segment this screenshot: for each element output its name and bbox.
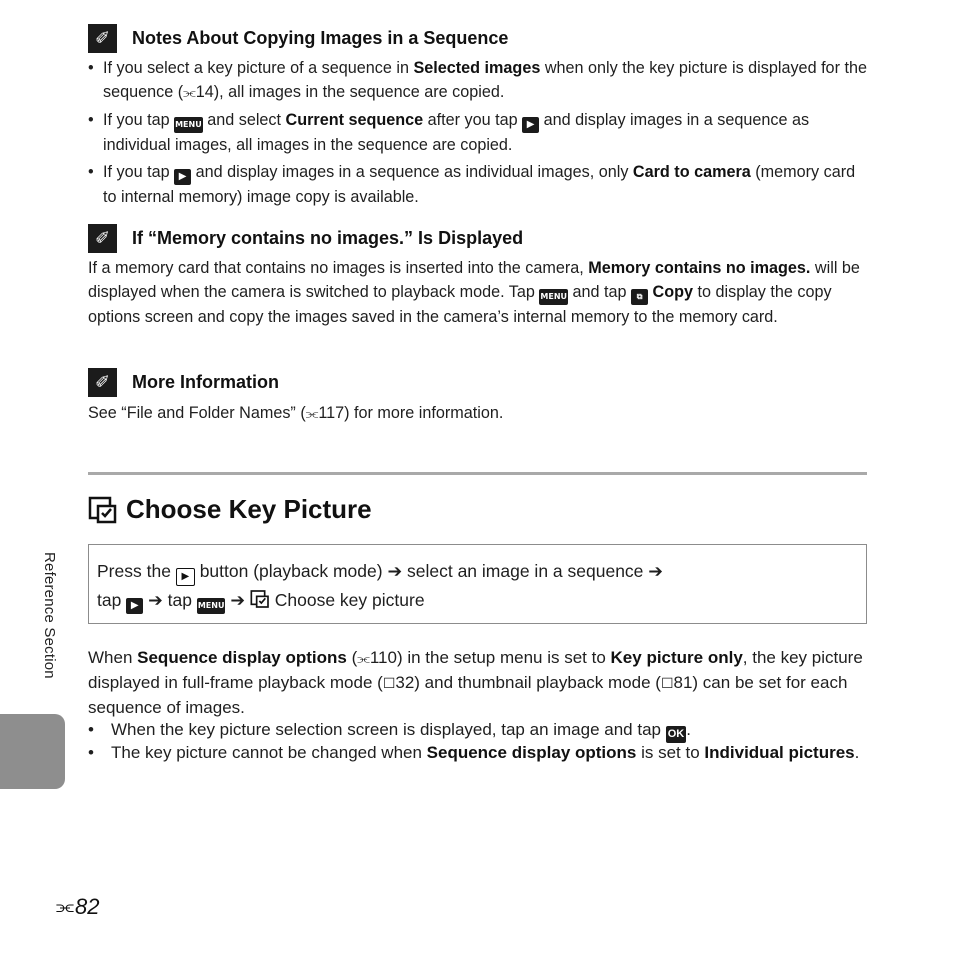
page-ref: 81 (673, 673, 693, 692)
bold-term: Current sequence (285, 111, 424, 129)
text: , the key picture displayed in full-frame playback mode ( (88, 648, 863, 692)
choose-key-picture-icon (250, 589, 270, 609)
procedure-line-2 (97, 586, 858, 614)
section-paragraph (88, 646, 868, 720)
text: The key picture cannot be changed when (111, 743, 427, 762)
page-number-value: 82 (75, 894, 100, 919)
text: ) in the setup menu is set to (396, 648, 611, 667)
pencil-note-icon: ✐ (88, 224, 117, 253)
list-item (88, 108, 868, 157)
text: when only the key picture is displayed for the sequence ( (103, 59, 867, 101)
text: ) for more information. (344, 404, 504, 422)
page-number (56, 894, 99, 920)
note-paragraph (88, 256, 868, 329)
text: ) can be set for each sequence of images. (88, 673, 848, 717)
bullet-icon: • (88, 743, 94, 762)
section-divider (88, 472, 867, 475)
book-reference-icon: ☐ (382, 676, 396, 692)
text: . (854, 743, 860, 762)
text: select an image in a sequence (407, 561, 644, 581)
arrow-right-icon: ➔ (148, 590, 163, 610)
copy-icon: ⧉ (631, 289, 648, 305)
menu-icon: MENU (197, 598, 226, 614)
text: If you tap (103, 111, 175, 129)
text: button (playback mode) (199, 561, 383, 581)
bold-term: Sequence display options (426, 743, 637, 762)
text: If you select a key picture of a sequence in (103, 59, 414, 77)
text: When the key picture selection screen is displayed, tap an image and tap (111, 720, 666, 739)
pencil-note-icon: ✐ (88, 368, 117, 397)
note-title: More Information (132, 372, 279, 392)
text: When (88, 648, 138, 667)
text: ) and thumbnail playback mode ( (414, 673, 661, 692)
section-title: Choose Key Picture (126, 494, 372, 524)
page-ref: 32 (395, 673, 415, 692)
note-heading-memory (88, 224, 523, 253)
playback-icon: ▶ (126, 598, 143, 614)
text: . (686, 720, 691, 739)
text: will be displayed when the camera is switched to playback mode. Tap (88, 259, 860, 301)
arrow-right-icon: ➔ (230, 590, 245, 610)
list-item (88, 56, 868, 105)
page-ref: 117 (318, 404, 345, 422)
text: If a memory card that contains no images is inserted into the camera, (88, 259, 589, 277)
arrow-right-icon: ➔ (648, 561, 663, 581)
reference-section-label: Reference Section (41, 552, 58, 679)
text: and tap (568, 283, 632, 301)
page-ref: 110 (369, 648, 397, 667)
text: is set to (636, 743, 705, 762)
text: after you tap (423, 111, 523, 129)
bullet-icon: • (88, 163, 94, 181)
text: and display images in a sequence as individual images, all images in the sequence are copied. (103, 111, 810, 154)
section-tab (0, 714, 65, 789)
list-item (88, 741, 868, 765)
e-reference-icon: ⫘ (305, 406, 319, 422)
text: to display the copy options screen and copy the images saved in the camera’s internal memory to the memory card. (88, 283, 832, 326)
note-paragraph (88, 401, 868, 426)
text: See “File and Folder Names” ( (88, 404, 306, 422)
text: and display images in a sequence as individual images, only (191, 163, 633, 181)
bullet-icon: • (88, 720, 94, 739)
e-reference-icon: ⫘ (357, 651, 370, 667)
note-title: If “Memory contains no images.” Is Displayed (132, 228, 524, 248)
arrow-right-icon: ➔ (387, 561, 403, 581)
menu-icon: MENU (174, 117, 203, 133)
playback-icon: ▶ (522, 117, 539, 133)
note-title: Notes About Copying Images in a Sequence (132, 28, 509, 48)
section-heading (88, 494, 372, 525)
bold-term: Copy (652, 283, 694, 301)
book-reference-icon: ☐ (660, 676, 674, 692)
text: tap (97, 590, 122, 610)
ok-icon: OK (666, 726, 687, 743)
note-heading-copying (88, 24, 508, 53)
text: If you tap (103, 163, 175, 181)
page-ref: 14 (195, 83, 214, 101)
procedure-box (88, 544, 867, 624)
bold-term: Memory contains no images. (588, 259, 811, 277)
bullet-icon: • (88, 111, 94, 129)
list-item (88, 718, 868, 743)
bold-term: Selected images (413, 59, 541, 77)
text: ), all images in the sequence are copied. (213, 83, 505, 101)
text: ( (346, 648, 358, 667)
text: Press the (97, 561, 171, 581)
text: and select (202, 111, 286, 129)
bold-term: Card to camera (632, 163, 751, 181)
e-reference-icon: ⫘ (56, 895, 74, 918)
bullet-icon: • (88, 59, 94, 77)
text: (memory card to internal memory) image copy is available. (103, 163, 856, 206)
text: tap (167, 590, 192, 610)
bold-term: Individual pictures (704, 743, 855, 762)
playback-button-icon: ▶ (176, 568, 195, 586)
text: Choose key picture (274, 590, 425, 610)
list-item (88, 160, 868, 209)
menu-icon: MENU (539, 289, 568, 305)
bold-term: Sequence display options (137, 648, 347, 667)
pencil-note-icon: ✐ (88, 24, 117, 53)
procedure-line-1 (97, 557, 858, 586)
e-reference-icon: ⫘ (183, 85, 196, 101)
bold-term: Key picture only (610, 648, 743, 667)
choose-key-picture-icon (88, 495, 118, 525)
playback-icon: ▶ (174, 169, 191, 185)
note-heading-more-info (88, 368, 279, 397)
